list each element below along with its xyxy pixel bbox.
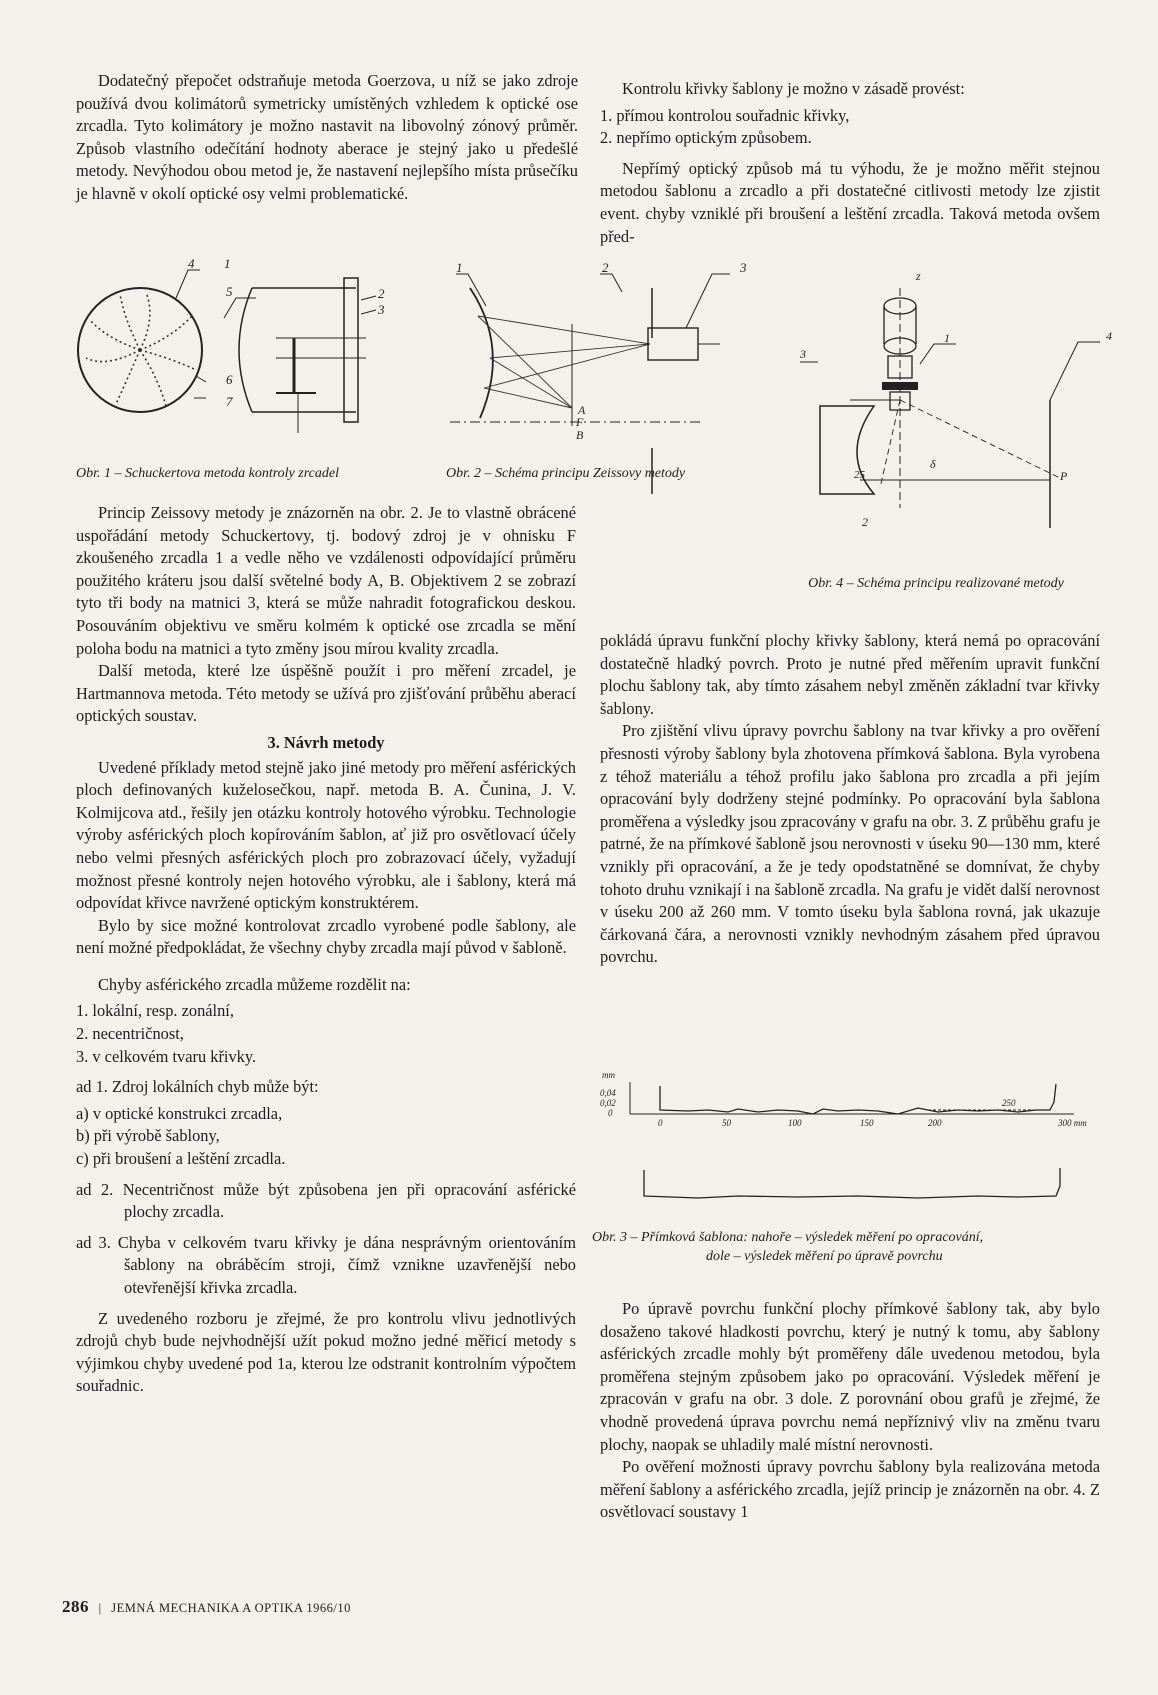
footer-divider: |: [98, 1601, 102, 1615]
figure-2-caption: Obr. 2 – Schéma principu Zeissovy metody: [446, 466, 686, 481]
fig1-label-2: 2: [378, 286, 385, 301]
ad1-heading: ad 1. Zdroj lokálních chyb může být:: [76, 1077, 319, 1097]
figure-3-chart: [598, 1066, 1098, 1206]
paragraph-zeiss: Princip Zeissovy metody je znázorněn na obr. 2. Je to vlastně obrácené uspořádání metody Schuckertovy, tj. bodový zdroj je v ohnisku F zkoušeného zrcadla 1 a vedle něho ve vzdálenosti odpovídající průměru použitého kráteru jsou další světelné body A, B. Objektivem 2 se zobrazí tyto tři body na matnici 3, která se může nahradit fotografickou deskou. Posouváním objektivu ve směru kolmém k optické ose zrcadla se mění poloha bodu na matnici a tyto změny jsou mírou kvality zrcadla.: [76, 503, 576, 658]
paragraph-design: Uvedené příklady metod stejně jako jiné metody pro měření asférických ploch definovaných kuželosečkou, např. metoda B. A. Čunina, J. V. Kolmijcova atd., řešily jen otázku kontroly hotového výrobku. Technologie výroby asférických ploch kopírováním šablon, ať již pro osvětlovací účely nebo velmi přesných asférických ploch pro zobrazovací účely, vyžadují možnost přesné kontroly nejen hotového výrobku, ale i šablony, která má odpovídat křivce navržené optickým konstruktérem.: [76, 757, 576, 913]
fig3-xtick-50: 50: [722, 1118, 731, 1128]
figure-1: [76, 258, 406, 448]
section-heading: 3. Návrh metody: [267, 732, 385, 752]
figure-3: [598, 1066, 1098, 1206]
fig3-ytick-1: 0,04: [600, 1088, 616, 1098]
fig4-label-4: 4: [1106, 329, 1112, 343]
ad2-paragraph: ad 2. Necentričnost může být způsobena jen při opracování asférické plochy zrcadla.: [76, 1179, 576, 1222]
fig1-label-1: 1: [224, 258, 231, 271]
paragraph-continued: pokládá úpravu funkční plochy křivky šablony, která nemá po opracování dostatečně hladký povrch. Proto je nutné před měřením upravit funkční plochu šablony tak, aby tímto zásahem nebyl změněn základní tvar křivky šablony.: [600, 631, 1100, 718]
page-number: 286: [62, 1597, 89, 1616]
paragraph-verify: Po ověření možnosti úpravy povrchu šablony byla realizována metoda měření šablony a asférického zrcadla, jejíž princip je znázorněn na obr. 4. Z osvětlovací soustavy 1: [600, 1457, 1100, 1522]
fig4-label-3-top: 3: [740, 260, 747, 275]
fig3-ytick-3: 0: [608, 1108, 613, 1118]
paragraph-after-treatment: Po úpravě povrchu funkční plochy přímkové šablony tak, aby bylo dosaženo takové hladkosti povrchu, který je nutný k tomu, aby šablony asférických zrcadle mohly být proměřeny dále uvedenou metodou, byla proměřena stejným způsobem jako po opracování. Výsledek měření je zpracován v grafu na obr. 3 dole. Z porovnání obou grafů je zřejmé, že vhodně provedená úprava povrchu nemá nepříznivý vliv na změnu tvaru plochy, naopak se uhladily malé místní nerovnosti.: [600, 1299, 1100, 1454]
ad3-paragraph: ad 3. Chyba v celkovém tvaru křivky je dána nesprávným orientováním šablony na obráběcím stroji, čímž vznikne uzavřenější nebo otevřenější křivka zrcadla.: [76, 1232, 576, 1297]
fig1-label-6: 6: [226, 372, 233, 387]
fig4-label-2-top: 2: [602, 260, 609, 275]
fig3-ytick-2: 0,02: [600, 1098, 616, 1108]
fig4-label-delta: δ: [930, 457, 936, 471]
fig2-label-b: B: [576, 428, 584, 442]
fig4-label-z: z: [916, 269, 921, 283]
fig3-xtick-0: 0: [658, 1118, 663, 1128]
fig3-annotation-250: 250: [1002, 1098, 1016, 1108]
paragraph-conclusion: Z uvedeného rozboru je zřejmé, že pro kontrolu vlivu jednotlivých zdrojů chyb bude nejvhodnější užít pokud možno jedné měřicí metody s výjimkou chyby uvedené pod 1a, kterou lze odstranit kontrolním výpočtem souřadnic.: [76, 1308, 576, 1396]
right-column-top: [600, 78, 1100, 248]
left-column-body: [76, 502, 576, 1398]
paragraph-control: Kontrolu křivky šablony je možno v zásadě provést:: [622, 79, 965, 98]
figure-1-diagram: [76, 258, 406, 448]
fig4-label-1: 1: [944, 331, 950, 345]
figure-3-caption-line-1: Obr. 3 – Přímková šablona: nahoře – výsledek měření po opracování,: [592, 1230, 984, 1245]
figure-1-caption: Obr. 1 – Schuckertova metoda kontroly zrcadel: [76, 466, 339, 481]
right-column-bottom: [600, 1298, 1100, 1524]
fig1-label-3: 3: [378, 302, 385, 317]
figure-4-diagram: [600, 258, 1120, 538]
fig3-unit: mm: [602, 1070, 615, 1080]
error-list-item-3: 3. v celkovém tvaru křivky.: [76, 1046, 257, 1066]
fig3-xtick-100: 100: [788, 1118, 802, 1128]
figure-3-caption-line-2: dole – výsledek měření po úpravě povrchu: [706, 1249, 943, 1264]
paragraph-hartmann: Další metoda, které lze úspěšně použít i pro měření zrcadel, je Hartmannova metoda. Této metody se užívá pro zjišťování průběhu aberací optických soustav.: [76, 661, 576, 726]
figure-4: [600, 258, 1120, 538]
ad1-item-c: c) při broušení a leštění zrcadla.: [76, 1149, 286, 1169]
fig1-label-7: 7: [226, 394, 233, 409]
fig4-label-3: 3: [800, 347, 806, 361]
right-column-body: [600, 630, 1100, 969]
fig2-label-f: F: [576, 415, 584, 429]
ad1-item-a: a) v optické konstrukci zrcadla,: [76, 1103, 283, 1123]
page-footer: [62, 1597, 351, 1617]
control-list-item-2: 2. nepřímo optickým způsobem.: [600, 128, 812, 148]
paragraph-goerz: Dodatečný přepočet odstraňuje metoda Goerzova, u níž se jako zdroje používá dvou kolimátorů symetricky umístěných vzhledem k optické ose zrcadla. Tyto kolimátory je možno nastavit na libovolný zónový průměr. Způsob vlastního odečítání hodnoty aberace je stejný jako u předešlé metody. Nevýhodou obou metod je, že nastavení nejlepšího místa průsečíku je hlavně v okolí optické osy velmi problematické.: [76, 71, 578, 203]
figure-4-caption: Obr. 4 – Schéma principu realizované metody: [808, 576, 1064, 591]
control-list-item-1: 1. přímou kontrolou souřadnic křivky,: [600, 105, 850, 125]
fig4-label-p: P: [1060, 469, 1068, 483]
journal-name: JEMNÁ MECHANIKA A OPTIKA 1966/10: [111, 1601, 351, 1615]
fig1-label-5: 5: [226, 284, 233, 299]
fig3-xtick-200: 200: [928, 1118, 942, 1128]
fig1-label-4: 4: [188, 258, 195, 271]
error-list-item-1: 1. lokální, resp. zonální,: [76, 1001, 234, 1021]
paragraph-template: Bylo by sice možné kontrolovat zrcadlo vyrobené podle šablony, ale není možné předpokládat, že všechny chyby zrcadla mají původ v šabloně.: [76, 915, 576, 958]
fig3-xtick-300: 300 mm: [1058, 1118, 1087, 1128]
fig4-label-2: 2: [862, 515, 868, 529]
fig4-label-25: 25: [854, 469, 865, 481]
fig2-label-a: A: [578, 403, 586, 417]
paragraph-indirect: Nepřímý optický způsob má tu výhodu, že je možno měřit stejnou metodou šablonu a zrcadlo a při dostatečné citlivosti metody lze zjistit event. chyby vzniklé při broušení a leštění zrcadla. Taková metoda ovšem před-: [600, 158, 1100, 246]
fig3-xtick-150: 150: [860, 1118, 874, 1128]
paragraph-errors: Chyby asférického zrcadla můžeme rozdělit na:: [98, 974, 411, 994]
fig2-label-1: 1: [456, 260, 463, 275]
error-list-item-2: 2. necentričnost,: [76, 1024, 184, 1044]
ad1-item-b: b) při výrobě šablony,: [76, 1126, 220, 1146]
paragraph-straight-template: Pro zjištění vlivu úpravy povrchu šablony na tvar křivky a pro ověření přesnosti výroby šablony byla zhotovena přímková šablona. Byla vyrobena z téhož materiálu a téhož profilu jako šablona pro zrcadla a při jejím opracování byly dodrženy stejné podmínky. Po opracování byla šablona proměřena a výsledky jsou zpracovány v grafu na obr. 3. Z průběhu grafu je patrné, že na přímkové šabloně jsou nerovnosti v úseku 90—130 mm, které vznikly při opracování, a že je tedy opodstatněné se domnívat, že chyby tohoto druhu vznikají i na šabloně zrcadla. Na grafu je vidět další nerovnost v úseku 200 až 260 mm. V tomto úseku byla šablona rovná, jak ukazuje čárkovaná čára, a nerovnosti vznikly nevhodným zásahem před úpravou povrchu.: [600, 721, 1100, 967]
left-column-top: [76, 70, 578, 206]
